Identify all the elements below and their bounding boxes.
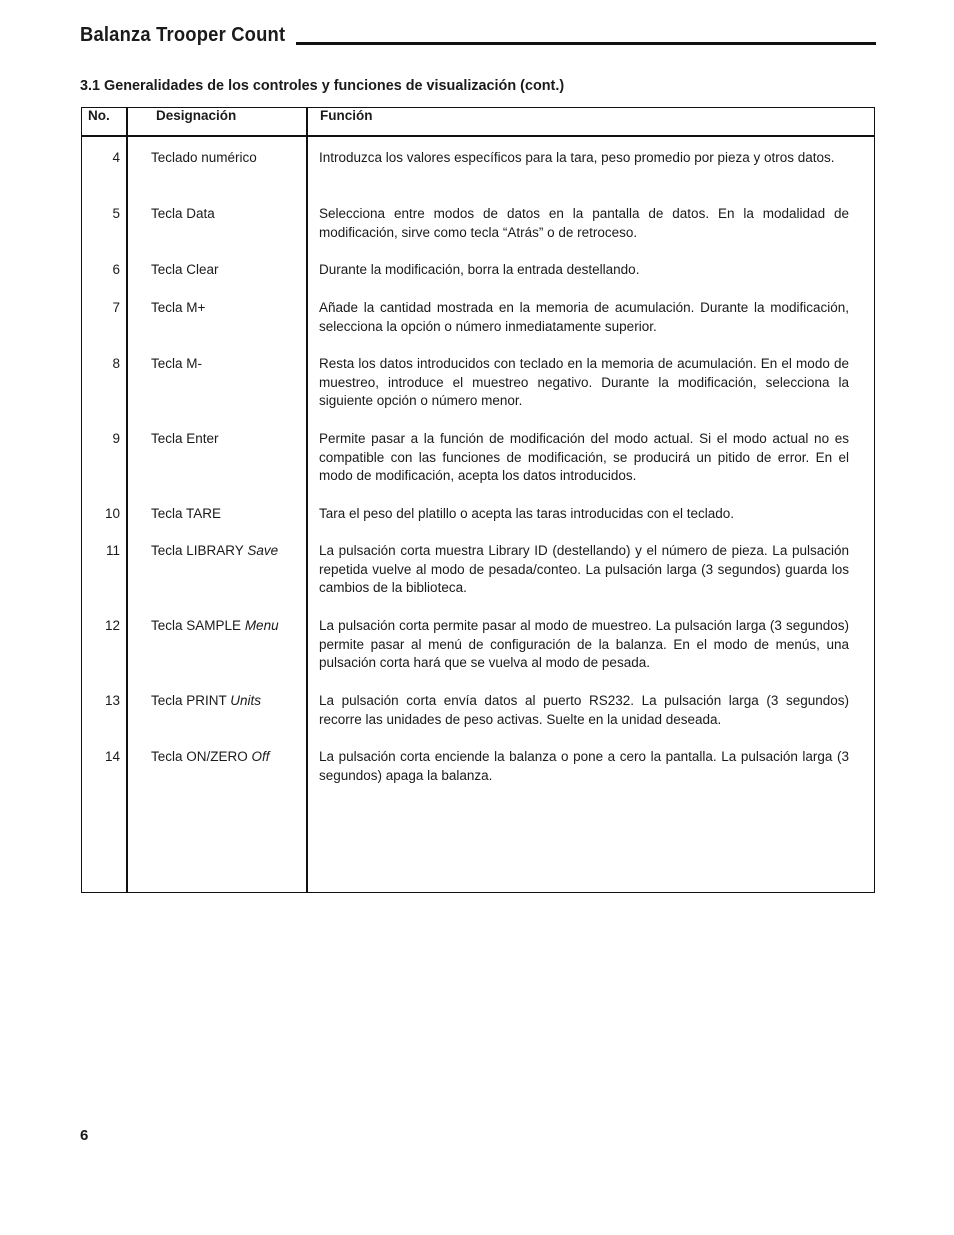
row-designation [151, 542, 301, 561]
designation-text: Tecla LIBRARY [151, 543, 244, 558]
page-number: 6 [80, 1127, 89, 1144]
designation-text: Tecla M- [151, 356, 203, 371]
designation-text: Tecla PRINT [151, 693, 227, 708]
designation-long-press-label: Menu [244, 618, 279, 633]
designation-text: Teclado numérico [151, 150, 257, 165]
section-heading: 3.1 Generalidades de los controles y funciones de visualización (cont.) [80, 77, 565, 94]
row-designation [151, 617, 301, 636]
column-divider-designation [306, 107, 308, 893]
row-function: La pulsación corta envía datos al puerto RS232. La pulsación larga (3 segundos) recorre las unidades de peso activas. Suelte en la unidad deseada. [319, 693, 849, 727]
table-header-divider [81, 135, 875, 137]
row-function: Añade la cantidad mostrada en la memoria de acumulación. Durante la modificación, selecciona la opción o número inmediatamente superior. [319, 300, 849, 334]
row-number: 5 [112, 206, 120, 221]
row-function: Introduzca los valores específicos para la tara, peso promedio por pieza y otros datos. [319, 150, 835, 165]
row-number: 8 [112, 356, 120, 371]
column-header-designation: Designación [156, 108, 237, 123]
row-number: 4 [112, 150, 120, 165]
designation-text: Tecla M+ [151, 300, 206, 315]
header-rule [296, 42, 876, 45]
column-header-function: Función [320, 108, 373, 123]
column-header-no: No. [88, 108, 110, 123]
row-number: 12 [104, 618, 120, 633]
row-designation [151, 430, 301, 449]
row-number: 14 [104, 749, 120, 764]
row-designation [151, 205, 301, 224]
designation-text: Tecla Data [151, 206, 215, 221]
column-divider-no [126, 107, 128, 893]
designation-text: Tecla Enter [151, 431, 219, 446]
row-number: 6 [112, 262, 120, 277]
row-number: 10 [104, 506, 120, 521]
row-number: 11 [105, 543, 120, 558]
row-designation [151, 748, 301, 767]
designation-text: Tecla ON/ZERO [151, 749, 248, 764]
row-number: 7 [112, 300, 120, 315]
designation-long-press-label: Units [230, 693, 262, 708]
designation-text: Tecla Clear [151, 262, 219, 277]
row-designation [151, 355, 301, 374]
row-function: Resta los datos introducidos con teclado en la memoria de acumulación. En el modo de muestreo, introduce el muestreo negativo. Durante la modificación, selecciona la siguiente opción o número menor. [319, 356, 849, 409]
designation-text: Tecla TARE [151, 506, 222, 521]
row-designation [151, 692, 301, 711]
row-function: Tara el peso del platillo o acepta las taras introducidas con el teclado. [319, 506, 734, 521]
designation-text: Tecla SAMPLE [151, 618, 242, 633]
designation-long-press-label: Save [247, 543, 279, 558]
row-function: La pulsación corta muestra Library ID (destellando) y el número de pieza. La pulsación repetida vuelve al modo de pesada/conteo. La pulsación larga (3 segundos) guarda los cambios de la biblioteca. [319, 543, 849, 596]
row-function: Permite pasar a la función de modificación del modo actual. Si el modo actual no es compatible con las funciones de modificación, se producirá un pitido de error. En el modo de modificación, acepta los datos introducidos. [319, 431, 849, 484]
row-function: La pulsación corta enciende la balanza o pone a cero la pantalla. La pulsación larga (3 segundos) apaga la balanza. [319, 749, 849, 783]
page-header [80, 22, 876, 50]
row-designation [151, 505, 301, 524]
row-function: Durante la modificación, borra la entrada destellando. [319, 262, 640, 277]
row-number: 13 [104, 693, 120, 708]
row-number: 9 [112, 431, 120, 446]
row-function: La pulsación corta permite pasar al modo de muestreo. La pulsación larga (3 segundos) permite pasar al menú de configuración de la balanza. En el modo de menús, una pulsación corta hará que se vuelva al modo de pesada. [319, 618, 849, 671]
row-designation [151, 149, 301, 168]
row-function: Selecciona entre modos de datos en la pantalla de datos. En la modalidad de modificación, sirve como tecla “Atrás” o de retroceso. [319, 206, 849, 240]
row-designation [151, 299, 301, 318]
row-designation [151, 261, 301, 280]
document-title: Balanza Trooper Count [80, 24, 286, 46]
designation-long-press-label: Off [251, 749, 270, 764]
